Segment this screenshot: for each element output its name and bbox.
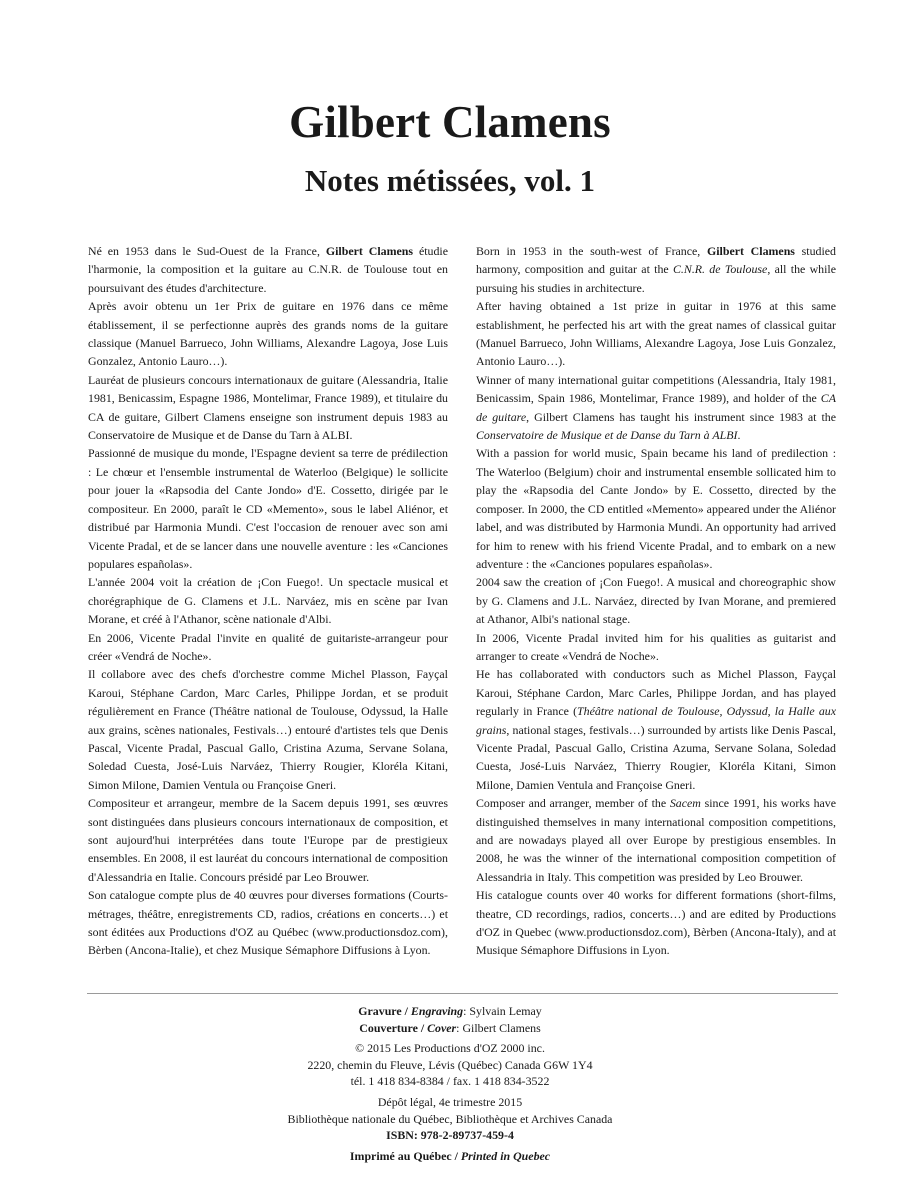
copyright-line: © 2015 Les Productions d'OZ 2000 inc.: [355, 1041, 545, 1056]
libraries-line: Bibliothèque nationale du Québec, Bibliothèque et Archives Canada: [287, 1111, 613, 1126]
bio-fr-composer-name: Gilbert Clamens: [325, 244, 414, 258]
publication-credits: [0, 1003, 900, 1164]
biography-french: [88, 242, 448, 960]
bio-fr-paragraph-8: Compositeur et arrangeur, membre de la Sacem depuis 1991, ses œuvres sont distinguées dans plusieurs concours internationaux de composition, et sont aujourd'hui interprétées dans toute l'Europe par de prestigieux ensembles. En 2008, il est lauréat du concours international de composition d'Alessandria en Italie. Concours présidé par Leo Brouwer.: [88, 796, 448, 884]
composer-name: Gilbert Clamens: [289, 97, 611, 147]
bio-en-paragraph-4: With a passion for world music, Spain became his land of predilection : The Waterloo (Belgium) choir and instrumental ensemble sollicated him to play the «Rapsodia del Cante Jondo» by E. Cossetto, directed by the composer. In 2000, the CD entitled «Memento» appeared under the Aliénor label, and was distributed by Harmonia Mundi. An opportunity had arrived for him to renew with his friend Vicente Pradal, and to embark on a new adventure : the «Canciones populares españolas».: [476, 446, 836, 571]
publisher-address: 2220, chemin du Fleuve, Lévis (Québec) Canada G6W 1Y4: [307, 1057, 593, 1072]
credit-cover: Couverture / Cover: Gilbert Clamens: [359, 1020, 541, 1035]
bio-en-paragraph-9: His catalogue counts over 40 works for different formations (short-films, theatre, CD recordings, radios, concerts…) and are edited by Productions d'OZ in Quebec (www.productionsdoz.com), Bèrben (Ancona-Italy), and at Musique Sémaphore Diffusions in Lyon.: [476, 888, 836, 958]
bio-en-paragraph-2: After having obtained a 1st prize in guitar in 1976 at this same establishment, he perfected his art with the great names of classical guitar (Manuel Barrueco, John Williams, Alexandre Lagoya, Jose Luis Gonzalez, Antonio Lauro…).: [476, 299, 836, 369]
publisher-phone: tél. 1 418 834-8384 / fax. 1 418 834-3522: [350, 1074, 550, 1089]
work-title: Notes métissées, vol. 1: [304, 163, 596, 198]
bio-fr-paragraph-5: L'année 2004 voit la création de ¡Con Fuego!. Un spectacle musical et chorégraphique de G. Clamens et J.L. Narváez, mis en scène par Ivan Morane, et créé à l'Athanor, scène nationale d'Albi.: [88, 575, 448, 627]
bio-fr-paragraph-1: Né en 1953 dans le Sud-Ouest de la France, Gilbert Clamens étudie l'harmonie, la composition et la guitare au C.N.R. de Toulouse tout en poursuivant des études d'architecture.: [88, 244, 449, 295]
bio-fr-paragraph-4: Passionné de musique du monde, l'Espagne devient sa terre de prédilection : Le chœur et l'ensemble instrumental de Waterloo (Belgique) le sollicite pour jouer la «Rapsodia del Cante Jondo» d'E. Cossetto, dirigée par le compositeur. En 2000, paraît le CD «Memento», sous le label Aliénor, et distribué par Harmonia Mundi. C'est l'occasion de renouer avec son ami Vicente Pradal, et de se lancer dans une nouvelle aventure : les «Canciones populares españolas».: [88, 446, 448, 571]
bio-fr-paragraph-6: En 2006, Vicente Pradal l'invite en qualité de guitariste-arrangeur pour créer «Vendrá de Noche».: [88, 630, 448, 663]
bio-en-paragraph-6: In 2006, Vicente Pradal invited him for his qualities as guitarist and arranger to create «Vendrá de Noche».: [476, 630, 836, 663]
bio-fr-paragraph-3: Lauréat de plusieurs concours internationaux de guitare (Alessandria, Italie 1981, Benicassim, Espagne 1986, Montelimar, France 1989), et titulaire du CA de guitare, Gilbert Clamens enseigne son instrument depuis 1983 au Conservatoire de Musique et de Danse du Tarn à ALBI.: [88, 372, 448, 443]
bio-en-composer-name: Gilbert Clamens: [706, 244, 795, 258]
biography-english: [476, 242, 836, 960]
bio-en-paragraph-1: Born in 1953 in the south-west of France, Gilbert Clamens studied harmony, composition and guitar at the C.N.R. de Toulouse, all the while pursuing his studies in architecture.: [476, 244, 836, 295]
legal-deposit: Dépôt légal, 4e trimestre 2015: [377, 1094, 523, 1109]
bio-en-paragraph-7: He has collaborated with conductors such as Michel Plasson, Fayçal Karoui, Stéphane Cardon, Marc Carles, Philippe Jordan, and has played regularly in France (Théâtre national de Toulouse, Odyssud, la Halle aux grains, national stages, festivals…) surrounded by artists like Denis Pascal, Vicente Pradal, Pascual Gallo, Cristina Azuma, Servane Solana, Soledad Cuesta, José-Luis Narváez, Thierry Rougier, Kloréla Kitani, Simon Milone, Damien Ventula and Françoise Gneri.: [476, 667, 836, 792]
printed-in: Imprimé au Québec / Printed in Quebec: [349, 1148, 551, 1163]
bio-fr-paragraph-9: Son catalogue compte plus de 40 œuvres pour diverses formations (Courts-métrages, théâtre, enregistrements CD, radios, créations en concerts…) et sont éditées aux Productions d'OZ au Québec (www.productionsdoz.com), Bèrben (Ancona-Italie), et chez Musique Sémaphore Diffusions à Lyon.: [88, 888, 448, 958]
bio-en-paragraph-8: Composer and arranger, member of the Sacem since 1991, his works have distinguished themselves in many international composition competitions, and are nowadays played all over Europe by prestigious ensembles. In 2008, he was the winner of the international composition competition of Alessandria in Italy. This competition was presided by Leo Brouwer.: [476, 796, 837, 884]
bio-fr-paragraph-7: Il collabore avec des chefs d'orchestre comme Michel Plasson, Fayçal Karoui, Stéphane Cardon, Marc Carles, Philippe Jordan, et se produit régulièrement en France (Théâtre national de Toulouse, Odyssud, la Halle aux grains, scènes nationales, Festivals…) entouré d'artistes tels que Denis Pascal, Vicente Pradal, Pascual Gallo, Cristina Azuma, Servane Solana, Soledad Cuesta, José-Luis Narváez, Thierry Rougier, Kloréla Kitani, Simon Milone, Damien Ventula ou Françoise Gneri.: [88, 667, 448, 792]
footer-divider: [87, 993, 838, 994]
credit-engraving: Gravure / Engraving: Sylvain Lemay: [358, 1004, 542, 1018]
bio-en-paragraph-5: 2004 saw the creation of ¡Con Fuego!. A musical and choreographic show by G. Clamens and J.L. Narváez, directed by Ivan Morane, and premiered at Athanor, Albi's national stage.: [476, 575, 836, 627]
bio-en-paragraph-3: Winner of many international guitar competitions (Alessandria, Italy 1981, Benicassim, Spain 1986, Montelimar, France 1989), and holder of the CA de guitare, Gilbert Clamens has taught his instrument since 1983 at the Conservatoire de Musique et de Danse du Tarn à ALBI.: [476, 372, 837, 443]
isbn: ISBN: 978-2-89737-459-4: [386, 1128, 514, 1143]
bio-fr-paragraph-2: Après avoir obtenu un 1er Prix de guitare en 1976 dans ce même établissement, il se perfectionne auprès des grands noms de la guitare classique (Manuel Barrueco, John Williams, Alexandre Lagoya, Jose Luis Gonzalez, Antonio Lauro…).: [88, 299, 448, 369]
